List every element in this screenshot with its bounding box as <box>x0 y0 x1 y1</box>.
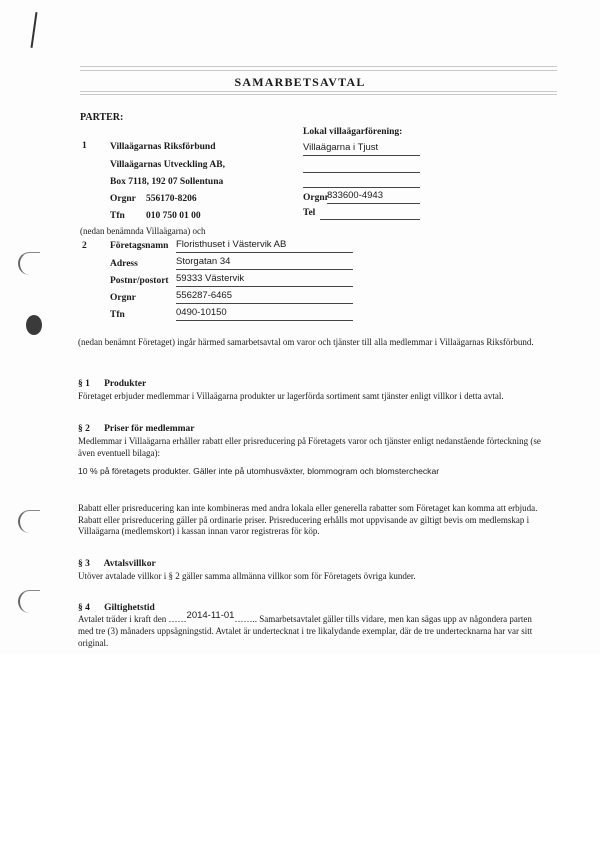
intro-paragraph: (nedan benämnt Företaget) ingår härmed samarbetsavtal om varor och tjänster till alla medlemmar i Villaägarnas Riksförbund. <box>78 337 534 347</box>
section4-date: 2014-11-01 <box>186 610 235 621</box>
party1-orgnr: 556170-8206 <box>146 194 197 204</box>
party2-orgnr-label: Orgnr <box>110 293 136 303</box>
punch-hole <box>18 510 40 533</box>
punch-hole <box>18 252 40 275</box>
party1-subname: Villaägarnas Utveckling AB, <box>110 160 225 170</box>
section2-heading: § 2 Priser för medlemmar <box>78 424 195 434</box>
party2-number: 2 <box>82 241 87 251</box>
party1-tfn: 010 750 01 00 <box>146 211 201 221</box>
section4-post: …….. Samarbetsavtalet gäller tills vidare, men kan sägas upp av någondera parten <box>234 614 532 624</box>
party1-orgnr-label: Orgnr <box>110 194 136 204</box>
party2-tfn-label: Tfn <box>110 310 125 320</box>
local-association-label: Lokal villaägarförening: <box>303 127 403 137</box>
party1-note: (nedan benämnda Villaägarna) och <box>80 226 206 236</box>
local-orgnr: 833600-4943 <box>327 190 420 204</box>
section2-text: Medlemmar i Villaägarna erhåller rabatt eller prisreducering på Företagets varor och tjänster enligt nedanstående förteckning (se även eventuell bilaga): <box>78 436 541 458</box>
party1-name: Villaägarnas Riksförbund <box>110 142 216 152</box>
party2-company: Floristhuset i Västervik AB <box>176 239 353 253</box>
section1-heading: § 1 Produkter <box>78 379 147 389</box>
party2-address-label: Adress <box>110 259 138 269</box>
section4-pre: Avtalet träder i kraft den …… <box>78 614 187 624</box>
party1-address: Box 7118, 192 07 Sollentuna <box>110 177 224 187</box>
local-blank-line-2 <box>303 187 420 188</box>
section3-heading: § 3 Avtalsvillkor <box>78 559 156 569</box>
party2-postal-label: Postnr/postort <box>110 276 169 286</box>
party2-orgnr: 556287-6465 <box>176 290 353 304</box>
section2-combine-text: Rabatt eller prisreducering kan inte kombineras med andra lokala eller generella rabatter som Företaget kan komma att erbjuda. Rabatt eller prisreducering gäller på ordinarie priser. Prisreducering erhålls mot uppvisande av giltigt bevis om medlemskap i Villaägarna (medlemskort) i kassan innan varor registreras för köp. <box>78 503 538 536</box>
section4-heading: § 4 Giltighetstid <box>78 603 155 613</box>
party2-postal: 59333 Västervik <box>176 273 353 287</box>
section2-discount: 10 % på företagets produkter. Gäller inte på utomhusväxter, blommogram och blomstercheckar <box>78 466 440 476</box>
party1-number: 1 <box>82 141 87 151</box>
local-tel-line <box>320 219 420 220</box>
section4-rest: med tre (3) månaders uppsägningstid. Avtalet är undertecknat i tre likalydande exemplar, där de tre undertecknarna har var sitt original. <box>78 626 533 648</box>
blank-bottom-area <box>0 655 600 850</box>
local-tel-label: Tel <box>303 208 316 218</box>
local-association-name: Villaägarna i Tjust <box>303 142 420 156</box>
party2-tfn: 0490-10150 <box>176 307 353 321</box>
local-orgnr-label: Orgnr <box>303 193 329 203</box>
party2-company-label: Företagsnamn <box>110 241 169 251</box>
punch-hole <box>26 315 42 335</box>
document-title: SAMARBETSAVTAL <box>234 75 366 89</box>
section3-text: Utöver avtalade villkor i § 2 gäller samma allmänna villkor som för Företagets övriga kunder. <box>78 571 416 581</box>
local-blank-line-1 <box>303 172 420 173</box>
party2-address: Storgatan 34 <box>176 256 353 270</box>
section4-first-line <box>78 610 553 626</box>
parties-label: PARTER: <box>80 112 124 123</box>
pen-mark <box>31 12 38 48</box>
punch-hole <box>18 590 40 613</box>
party1-tfn-label: Tfn <box>110 211 125 221</box>
section1-text: Företaget erbjuder medlemmar i Villaägarna produkter ur lagerförda sortiment samt tjänster enligt villkor i detta avtal. <box>78 391 504 401</box>
